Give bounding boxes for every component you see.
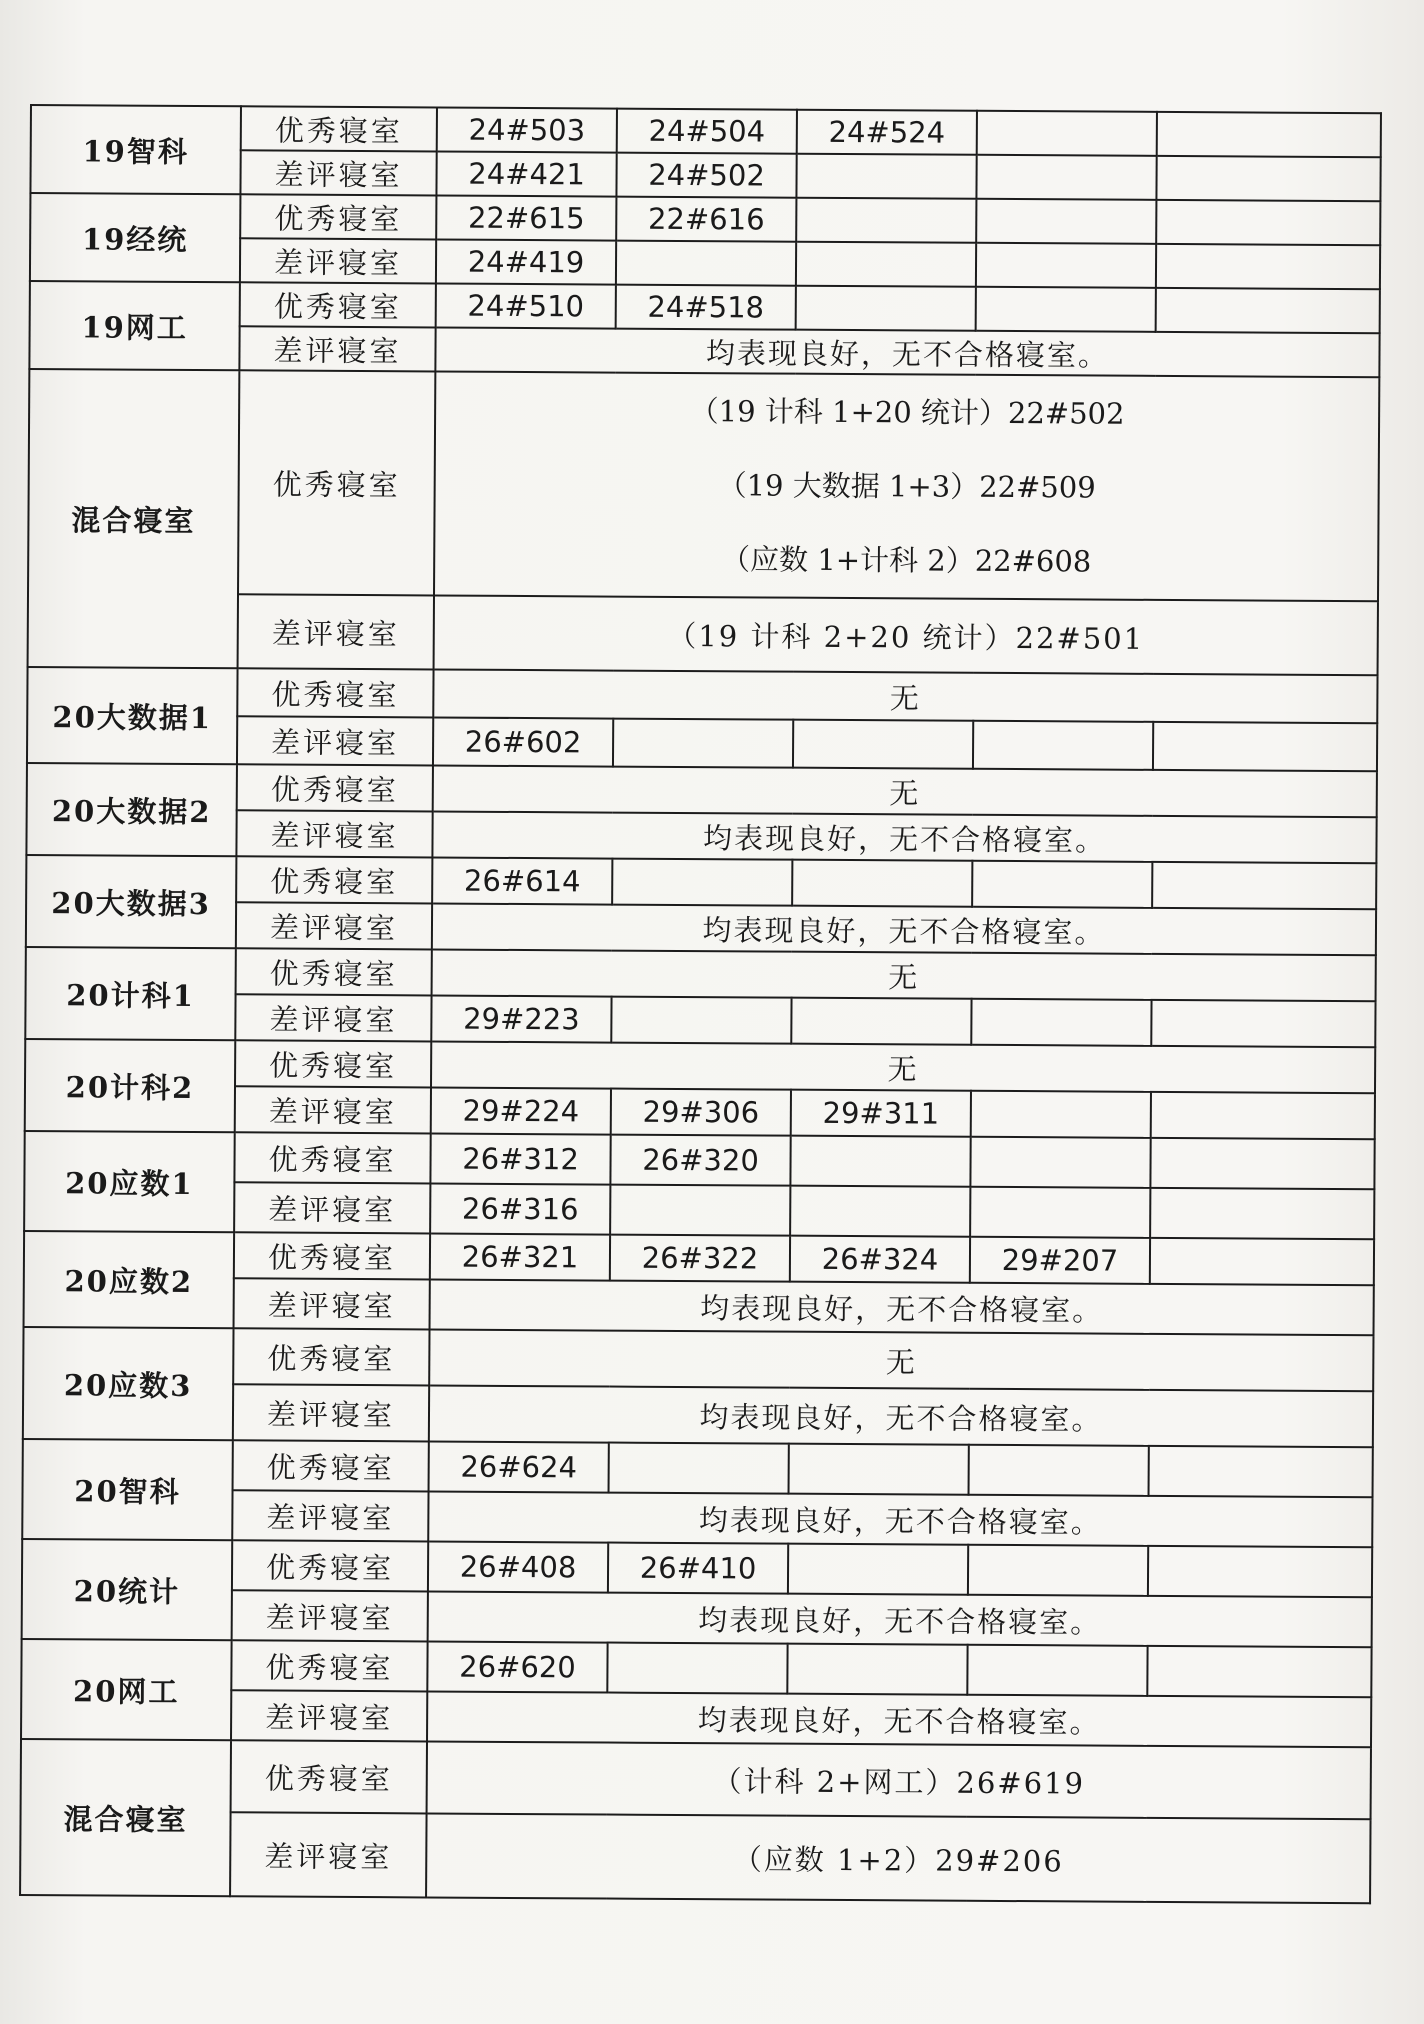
poor-dorm-label: 差评寝室 (232, 1490, 428, 1541)
excellent-dorm-label: 优秀寝室 (231, 1640, 427, 1691)
room-number-cell (796, 286, 976, 331)
room-number-cell (793, 720, 973, 769)
room-number-cell: 26#602 (433, 717, 613, 766)
room-number-cell: 26#321 (430, 1233, 610, 1280)
excellent-dorm-label: 优秀寝室 (232, 1540, 428, 1591)
excellent-dorm-label: 优秀寝室 (241, 106, 437, 151)
room-number-cell: 24#524 (797, 110, 977, 155)
excellent-dorm-label: 优秀寝室 (236, 856, 432, 903)
table-row (30, 193, 1380, 245)
room-number-cell (1147, 1646, 1371, 1697)
class-name-cell: 19网工 (29, 281, 240, 370)
room-number-cell: 24#421 (436, 151, 616, 196)
mixed-dorm-line: （应数 1+计科 2）22#608 (721, 542, 1092, 579)
room-number-cell (1148, 1546, 1372, 1597)
merged-note-cell: 无 (433, 765, 1377, 817)
room-number-cell: 26#320 (610, 1135, 790, 1186)
excellent-dorm-label: 优秀寝室 (234, 1132, 430, 1183)
room-number-cell (1150, 1188, 1374, 1239)
table-row (23, 1439, 1373, 1497)
room-number-cell (976, 243, 1156, 288)
excellent-dorm-label: 优秀寝室 (240, 194, 436, 239)
room-number-cell (967, 1645, 1147, 1696)
merged-note-cell: 无 (432, 949, 1376, 1001)
table-row (23, 1327, 1373, 1391)
class-name-cell: 20网工 (21, 1639, 232, 1740)
room-number-cell (609, 1443, 789, 1494)
room-number-cell: 26#614 (432, 857, 612, 904)
excellent-dorm-label: 优秀寝室 (240, 282, 436, 327)
poor-dorm-label: 差评寝室 (234, 1278, 430, 1329)
room-number-cell (1156, 156, 1380, 201)
class-name-cell: 混合寝室 (28, 369, 240, 668)
merged-note-cell: 均表现良好，无不合格寝室。 (432, 811, 1376, 863)
room-number-cell: 26#324 (790, 1236, 970, 1283)
table-row (25, 1039, 1375, 1093)
table-row (27, 763, 1377, 817)
poor-dorm-label: 差评寝室 (235, 994, 431, 1041)
poor-dorm-label: 差评寝室 (232, 1590, 428, 1641)
table-row (27, 667, 1377, 723)
room-number-cell: 29#306 (611, 1089, 791, 1136)
merged-note-cell: 无 (431, 1041, 1375, 1093)
merged-note-cell: （应数 1+2）29#206 (426, 1813, 1370, 1903)
merged-note-cell: 无 (429, 1329, 1373, 1391)
room-number-cell (977, 111, 1157, 156)
merged-note-cell: 均表现良好，无不合格寝室。 (428, 1491, 1372, 1547)
class-name-cell: 19智科 (30, 105, 241, 194)
room-number-cell (1151, 1092, 1375, 1139)
room-number-cell (976, 199, 1156, 244)
merged-note-cell: 均表现良好，无不合格寝室。 (432, 903, 1376, 955)
room-number-cell (796, 154, 976, 199)
table-row (26, 947, 1376, 1001)
room-number-cell (789, 1444, 969, 1495)
room-number-cell (611, 997, 791, 1044)
class-name-cell: 20统计 (22, 1539, 233, 1640)
room-number-cell (790, 1136, 970, 1187)
class-name-cell: 混合寝室 (20, 1739, 231, 1896)
room-number-cell (1151, 1000, 1375, 1047)
room-number-cell (787, 1644, 967, 1695)
room-number-cell: 26#312 (430, 1133, 610, 1184)
class-name-cell: 20计科1 (25, 947, 236, 1040)
room-number-cell (791, 998, 971, 1045)
room-number-cell: 24#502 (616, 153, 796, 198)
room-number-cell (968, 1545, 1148, 1596)
room-number-cell (1157, 112, 1381, 157)
table-row (26, 855, 1376, 909)
room-number-cell (973, 721, 1153, 770)
merged-note-cell: 均表现良好，无不合格寝室。 (435, 327, 1379, 377)
room-number-cell (788, 1544, 968, 1595)
merged-note-cell: 均表现良好，无不合格寝室。 (430, 1279, 1374, 1335)
room-number-cell (1152, 862, 1376, 909)
excellent-dorm-label: 优秀寝室 (238, 370, 435, 595)
room-number-cell (970, 1137, 1150, 1188)
room-number-cell (613, 719, 793, 768)
room-number-cell: 24#518 (616, 285, 796, 330)
room-number-cell (969, 1445, 1149, 1496)
table-row (21, 1739, 1371, 1819)
room-number-cell: 24#419 (436, 239, 616, 284)
class-name-cell: 20大数据2 (26, 763, 237, 856)
table-row (28, 369, 1379, 601)
excellent-dorm-label: 优秀寝室 (231, 1740, 427, 1813)
room-number-cell (972, 861, 1152, 908)
table-row (24, 1231, 1374, 1285)
room-number-cell (792, 860, 972, 907)
excellent-dorm-label: 优秀寝室 (233, 1328, 429, 1385)
excellent-dorm-label: 优秀寝室 (235, 1040, 431, 1087)
room-number-cell: 29#224 (431, 1087, 611, 1134)
class-name-cell: 20大数据3 (26, 855, 237, 948)
mixed-dorm-line: （19 计科 1+20 统计）22#502 (689, 394, 1125, 431)
room-number-cell (1153, 722, 1377, 771)
poor-dorm-label: 差评寝室 (239, 326, 435, 371)
class-name-cell: 20应数1 (24, 1131, 235, 1232)
excellent-dorm-label: 优秀寝室 (237, 764, 433, 811)
room-number-cell (607, 1643, 787, 1694)
room-number-cell: 29#223 (431, 995, 611, 1042)
table-body (20, 105, 1381, 1903)
room-number-cell (971, 999, 1151, 1046)
table-row (22, 1539, 1372, 1597)
poor-dorm-label: 差评寝室 (237, 716, 433, 765)
room-number-cell (1156, 288, 1380, 333)
poor-dorm-label: 差评寝室 (238, 594, 434, 669)
class-name-cell: 20应数3 (23, 1327, 234, 1440)
room-number-cell (976, 287, 1156, 332)
mixed-dorm-list-cell (434, 371, 1379, 601)
poor-dorm-label: 差评寝室 (236, 810, 432, 857)
poor-dorm-label: 差评寝室 (235, 1086, 431, 1133)
class-name-cell: 19经统 (30, 193, 241, 282)
poor-dorm-label: 差评寝室 (233, 1384, 429, 1441)
room-number-cell (612, 859, 792, 906)
mixed-dorm-line: （19 大数据 1+3）22#509 (717, 468, 1096, 505)
room-number-cell: 22#616 (616, 197, 796, 242)
merged-note-cell: （计科 2+网工）26#619 (427, 1741, 1371, 1819)
room-number-cell (616, 241, 796, 286)
class-name-cell: 20智科 (22, 1439, 233, 1540)
merged-note-cell: 均表现良好，无不合格寝室。 (428, 1591, 1372, 1647)
room-number-cell: 22#615 (436, 195, 616, 240)
room-number-cell: 24#510 (436, 283, 616, 328)
class-name-cell: 20应数2 (24, 1231, 235, 1328)
room-number-cell (1156, 244, 1380, 289)
excellent-dorm-label: 优秀寝室 (236, 948, 432, 995)
merged-note-cell: 均表现良好，无不合格寝室。 (427, 1691, 1371, 1747)
merged-note-cell: 均表现良好，无不合格寝室。 (429, 1385, 1373, 1447)
room-number-cell: 29#207 (970, 1237, 1150, 1284)
poor-dorm-label: 差评寝室 (234, 1182, 430, 1233)
table-row (30, 281, 1380, 333)
class-name-cell: 20大数据1 (27, 667, 238, 764)
room-number-cell (790, 1186, 970, 1237)
table-row (24, 1131, 1374, 1189)
room-number-cell (970, 1187, 1150, 1238)
poor-dorm-label: 差评寝室 (240, 150, 436, 195)
room-number-cell (796, 242, 976, 287)
table-row (31, 105, 1381, 157)
room-number-cell: 26#620 (427, 1641, 607, 1692)
excellent-dorm-label: 优秀寝室 (237, 668, 433, 717)
room-number-cell (1150, 1138, 1374, 1189)
room-number-cell: 29#311 (791, 1090, 971, 1137)
room-number-cell: 26#316 (430, 1183, 610, 1234)
merged-note-cell: （19 计科 2+20 统计）22#501 (434, 595, 1378, 675)
poor-dorm-label: 差评寝室 (240, 238, 436, 283)
room-number-cell (796, 198, 976, 243)
poor-dorm-label: 差评寝室 (230, 1812, 427, 1897)
room-number-cell (1156, 200, 1380, 245)
room-number-cell (610, 1185, 790, 1236)
room-number-cell (1150, 1238, 1374, 1285)
excellent-dorm-label: 优秀寝室 (234, 1232, 430, 1279)
room-number-cell (976, 155, 1156, 200)
room-number-cell: 24#503 (437, 107, 617, 152)
poor-dorm-label: 差评寝室 (236, 902, 432, 949)
room-number-cell: 24#504 (617, 109, 797, 154)
room-number-cell (971, 1091, 1151, 1138)
class-name-cell: 20计科2 (25, 1039, 236, 1132)
room-number-cell: 26#410 (608, 1543, 788, 1594)
dormitory-evaluation-table (19, 104, 1382, 1904)
excellent-dorm-label: 优秀寝室 (233, 1440, 429, 1491)
room-number-cell: 26#408 (428, 1541, 608, 1592)
room-number-cell: 26#322 (610, 1235, 790, 1282)
merged-note-cell: 无 (433, 669, 1377, 723)
room-number-cell: 26#624 (429, 1441, 609, 1492)
table-row (21, 1639, 1371, 1697)
room-number-cell (1149, 1446, 1373, 1497)
poor-dorm-label: 差评寝室 (231, 1690, 427, 1741)
